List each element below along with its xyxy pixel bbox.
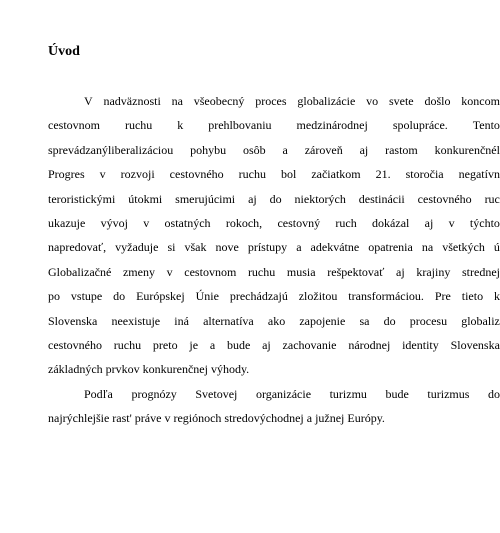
text-word: medzinárodnej	[296, 118, 368, 132]
text-word: zmeny	[122, 265, 155, 279]
text-word: všetkých	[442, 240, 485, 254]
text-word: na	[171, 94, 183, 108]
text-word: aj	[424, 216, 434, 230]
text-word: Slovenska	[450, 338, 500, 352]
text-line	[48, 115, 500, 135]
text-word: preto	[152, 338, 178, 352]
text-word: v	[166, 265, 173, 279]
text-word: ruchu	[247, 265, 276, 279]
text-word: opatrenia	[368, 240, 413, 254]
text-line	[48, 189, 500, 209]
text-word: ruchu	[113, 338, 142, 352]
text-word: prechádzajú	[229, 289, 288, 303]
text-word: vo	[366, 94, 379, 108]
text-word: Globalizačné	[48, 265, 112, 279]
text-word: Európskej	[136, 289, 185, 303]
text-word: vývoj	[100, 216, 128, 230]
text-word: do	[383, 314, 396, 328]
text-word: prehlbovaniu	[208, 118, 272, 132]
text-word: zároveň	[304, 143, 343, 157]
text-word: prognózy	[131, 387, 177, 401]
text-word: zložitou	[298, 289, 338, 303]
text-word: ruchu	[124, 118, 153, 132]
text-word: aj	[248, 192, 257, 206]
text-line	[84, 384, 500, 404]
text-word: a	[282, 143, 288, 157]
text-word: krajiny	[416, 265, 451, 279]
text-line	[48, 286, 500, 306]
text-word: Tento	[472, 118, 500, 132]
text-word: cestovnom	[48, 118, 100, 132]
text-word: cestovného	[169, 167, 224, 181]
text-line	[48, 164, 500, 184]
text-word: konkurenčnél	[434, 143, 500, 157]
text-word: v	[448, 216, 455, 230]
text-line	[84, 91, 500, 111]
text-word: k	[493, 289, 500, 303]
text-word: tieto	[461, 289, 484, 303]
text-word: nove	[215, 240, 239, 254]
text-word: ukazuje	[48, 216, 86, 230]
text-word: vstupe	[70, 289, 103, 303]
text-word: 21.	[375, 167, 391, 181]
text-word: cestovného	[48, 338, 102, 352]
text-word: strednej	[462, 265, 500, 279]
text-word: došlo	[424, 94, 451, 108]
text-word: organizácie	[255, 387, 312, 401]
text-word: destinácii	[358, 192, 405, 206]
text-word: cestovného	[417, 192, 472, 206]
text-word: osôb	[243, 143, 266, 157]
text-word: turizmus	[427, 387, 470, 401]
text-word: začiatkom	[311, 167, 361, 181]
text-word: bol	[280, 167, 297, 181]
text-word: napredovať,	[48, 240, 107, 254]
text-word: rozvoji	[120, 167, 155, 181]
text-word: národnej	[348, 338, 391, 352]
text-word: iná	[174, 314, 189, 328]
text-line	[48, 237, 500, 257]
text-word: smerujúcimi	[175, 192, 236, 206]
text-line	[48, 262, 500, 282]
text-line: základných prvkov konkurenčnej výhody.	[48, 362, 250, 376]
text-word: koncom	[461, 94, 500, 108]
text-word: sa	[359, 314, 370, 328]
text-word: Progres	[48, 167, 85, 181]
text-word: Podľa	[84, 387, 113, 401]
text-word: zapojenie	[299, 314, 346, 328]
text-word: spolupráce.	[392, 118, 448, 132]
text-word: vyžaduje	[115, 240, 159, 254]
text-word: Únie	[195, 289, 219, 303]
text-word: do	[487, 387, 500, 401]
text-word: na	[421, 240, 434, 254]
text-word: pohybu	[190, 143, 227, 157]
text-word: v	[143, 216, 150, 230]
text-word: sprevádzanýliberalizáciou	[48, 143, 174, 157]
text-word: a	[296, 240, 302, 254]
text-word: svete	[388, 94, 414, 108]
text-word: týchto	[469, 216, 500, 230]
text-word: proces	[255, 94, 287, 108]
text-word: alternatíva	[203, 314, 254, 328]
text-word: niektorých	[294, 192, 346, 206]
text-word: si	[167, 240, 176, 254]
text-word: rešpektovať	[327, 265, 385, 279]
text-word: do	[113, 289, 126, 303]
text-word: globalizácie	[297, 94, 356, 108]
text-word: nadväznosti	[103, 94, 161, 108]
text-word: Slovenska	[48, 314, 98, 328]
text-word: musia	[286, 265, 316, 279]
text-word: ú	[493, 240, 500, 254]
text-word: cestovný	[277, 216, 321, 230]
text-word: ostatných	[164, 216, 211, 230]
text-word: adekvátne	[310, 240, 360, 254]
text-word: dokázal	[372, 216, 410, 230]
text-word: identity	[402, 338, 439, 352]
text-word: ruch	[335, 216, 357, 230]
text-word: globaliz	[461, 314, 500, 328]
text-word: po	[48, 289, 60, 303]
text-word: všeobecný	[193, 94, 245, 108]
text-word: bude	[226, 338, 251, 352]
text-word: transformáciou.	[348, 289, 424, 303]
text-word: v	[99, 167, 106, 181]
text-line: najrýchlejšie rast' práve v regiónoch stredovýchodnej a južnej Európy.	[48, 411, 385, 425]
text-word: útokmi	[128, 192, 163, 206]
text-word: je	[189, 338, 199, 352]
text-word: rastom	[385, 143, 418, 157]
text-word: k	[177, 118, 184, 132]
text-line	[48, 335, 500, 355]
text-word: a	[209, 338, 216, 352]
text-word: procesu	[409, 314, 448, 328]
text-word: V	[84, 94, 93, 108]
text-line	[48, 140, 500, 160]
text-word: aj	[396, 265, 405, 279]
text-word: negatívn	[458, 167, 500, 181]
text-word: aj	[262, 338, 271, 352]
text-line	[48, 311, 500, 331]
text-word: aj	[359, 143, 369, 157]
text-word: bude	[385, 387, 409, 401]
text-word: cestovnom	[184, 265, 237, 279]
text-word: turizmu	[329, 387, 367, 401]
text-word: ruchu	[238, 167, 266, 181]
text-word: do	[269, 192, 282, 206]
text-word: Svetovej	[195, 387, 238, 401]
text-word: však	[184, 240, 207, 254]
text-word: ako	[267, 314, 286, 328]
text-word: prístupy	[247, 240, 288, 254]
section-heading: Úvod	[48, 44, 80, 59]
text-word: rokoch,	[225, 216, 263, 230]
text-word: ruc	[484, 192, 500, 206]
text-line	[48, 213, 500, 233]
text-word: Pre	[434, 289, 451, 303]
text-word: teroristickými	[48, 192, 116, 206]
text-word: neexistuje	[111, 314, 161, 328]
text-word: storočia	[405, 167, 444, 181]
text-word: zachovanie	[282, 338, 337, 352]
